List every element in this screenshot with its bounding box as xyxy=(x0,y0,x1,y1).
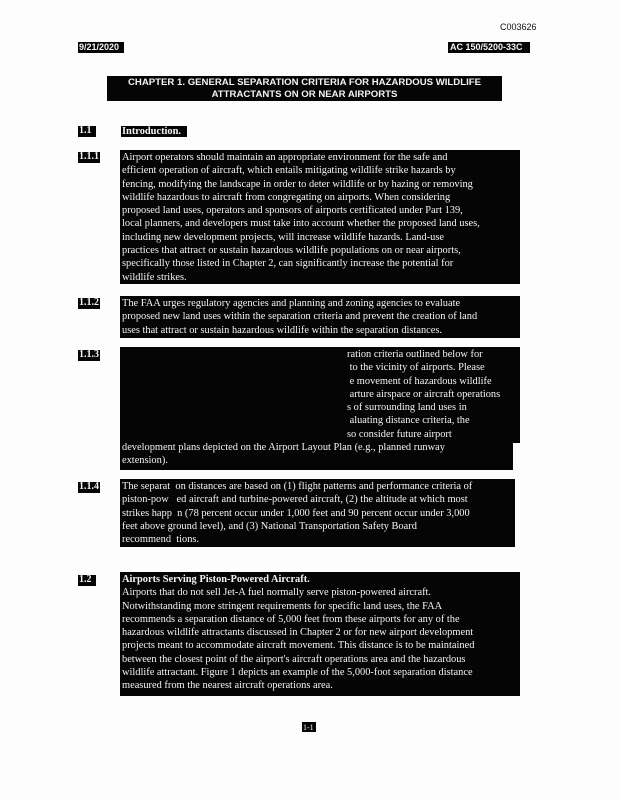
para-1-1-1-line: specifically those listed in Chapter 2, can significantly increase the potential for xyxy=(122,258,454,270)
para-1-1-1-line: Airport operators should maintain an appropriate environment for the safe and xyxy=(122,152,448,163)
para-1-1-3-text xyxy=(122,441,514,468)
section-1-2-line: measured from the nearest aircraft operations area. xyxy=(122,680,333,692)
para-1-1-3-line: development plans depicted on the Airport Layout Plan (e.g., planned runway xyxy=(122,442,445,453)
para-1-1-1-line: efficient operation of aircraft, which entails mitigating wildlife strike hazards by xyxy=(122,165,456,177)
para-1-1-1-line: local planners, and developers must take into account whether the proposed land uses, xyxy=(122,218,480,230)
para-1-1-2-line: proposed new land uses within the separation criteria and prevent the creation of land xyxy=(122,311,478,323)
para-1-1-2-number: 1.1.2 xyxy=(79,297,99,308)
section-1-2-text xyxy=(122,573,520,693)
para-1-1-2-line: uses that attract or sustain hazardous wildlife within the separation distances. xyxy=(122,324,442,336)
para-1-1-1-line: including new development projects, will increase wildlife hazards. Land-use xyxy=(122,231,445,243)
para-1-1-3-line: extension). xyxy=(122,455,168,467)
section-1-2-number: 1.2 xyxy=(79,574,92,585)
page-number: 1-1 xyxy=(303,723,314,732)
chapter-title-line-1: CHAPTER 1. GENERAL SEPARATION CRITERIA FOR HAZARDOUS WILDLIFE xyxy=(127,77,482,88)
section-1-2-line: projects meant to accommodate aircraft movement. This distance is to be maintained xyxy=(122,640,475,652)
para-1-1-3-number: 1.1.3 xyxy=(79,349,99,360)
para-1-1-3-fragment: aluating distance criteria, the xyxy=(347,415,470,427)
para-1-1-2-line: The FAA urges regulatory agencies and planning and zoning agencies to evaluate xyxy=(122,298,461,309)
section-1-2-line: Notwithstanding more stringent requirements for specific land uses, the FAA xyxy=(122,600,443,612)
para-1-1-3-fragment: s of surrounding land uses in xyxy=(347,402,467,414)
header-date: 9/21/2020 xyxy=(79,42,120,52)
header-doc-number: AC 150/5200-33C xyxy=(450,42,523,52)
para-1-1-4-line: piston-pow ed aircraft and turbine-powered aircraft, (2) the altitude at which most xyxy=(122,494,468,506)
section-1-1-number: 1.1 xyxy=(79,125,92,136)
para-1-1-4-number: 1.1.4 xyxy=(79,481,99,492)
para-1-1-4-line: feet above ground level), and (3) National Transportation Safety Board xyxy=(122,520,417,532)
chapter-title-line-2: ATTRACTANTS ON OR NEAR AIRPORTS xyxy=(211,89,398,100)
section-1-2-line: between the closest point of the airport's aircraft operations area and the hazardous xyxy=(122,653,466,665)
bates-stamp: C003626 xyxy=(500,22,537,32)
section-1-2-line: recommends a separation distance of 5,000 feet from these airports for any of the xyxy=(122,613,460,625)
section-1-2-line: Airports that do not sell Jet-A fuel normally serve piston-powered aircraft. xyxy=(122,587,432,599)
para-1-1-2-text xyxy=(122,297,520,337)
para-1-1-3-fragment: so consider future airport xyxy=(347,428,452,440)
para-1-1-1-line: proposed land uses, operators and sponsors of airports certificated under Part 139, xyxy=(122,205,463,217)
para-1-1-3-right-fragments xyxy=(347,348,519,441)
para-1-1-3-fragment: arture airspace or aircraft operations xyxy=(347,388,501,400)
para-1-1-3-fragment: to the vicinity of airports. Please xyxy=(347,362,485,374)
para-1-1-1-line: wildlife strikes. xyxy=(122,271,187,283)
para-1-1-3-fragment: ration criteria outlined below for xyxy=(347,349,483,360)
para-1-1-4-line: strikes happ n (78 percent occur under 1,000 feet and 90 percent occur under 3,000 xyxy=(122,507,470,519)
para-1-1-1-text xyxy=(122,151,520,284)
para-1-1-4-text xyxy=(122,480,516,546)
para-1-1-4-line: The separat on distances are based on (1) flight patterns and performance criteria of xyxy=(122,481,473,492)
section-1-2-line: hazardous wildlife attractants discussed in Chapter 2 or for new airport development xyxy=(122,627,474,639)
para-1-1-1-number: 1.1.1 xyxy=(79,151,99,162)
para-1-1-1-line: wildlife hazardous to aircraft from congregating on airports. When considering xyxy=(122,191,451,203)
para-1-1-3-fragment: e movement of hazardous wildlife xyxy=(347,375,492,387)
section-1-1-heading: Introduction. xyxy=(122,126,181,137)
para-1-1-4-line: recommend tions. xyxy=(122,534,200,546)
para-1-1-1-line: practices that attract or sustain hazardous wildlife populations on or near airports, xyxy=(122,245,461,257)
section-1-2-line: wildlife attractant. Figure 1 depicts an example of the 5,000-foot separation distance xyxy=(122,667,473,679)
para-1-1-1-line: fencing, modifying the landscape in order to deter wildlife or by hazing or removing xyxy=(122,178,473,190)
section-1-2-heading: Airports Serving Piston-Powered Aircraft. xyxy=(122,574,310,585)
